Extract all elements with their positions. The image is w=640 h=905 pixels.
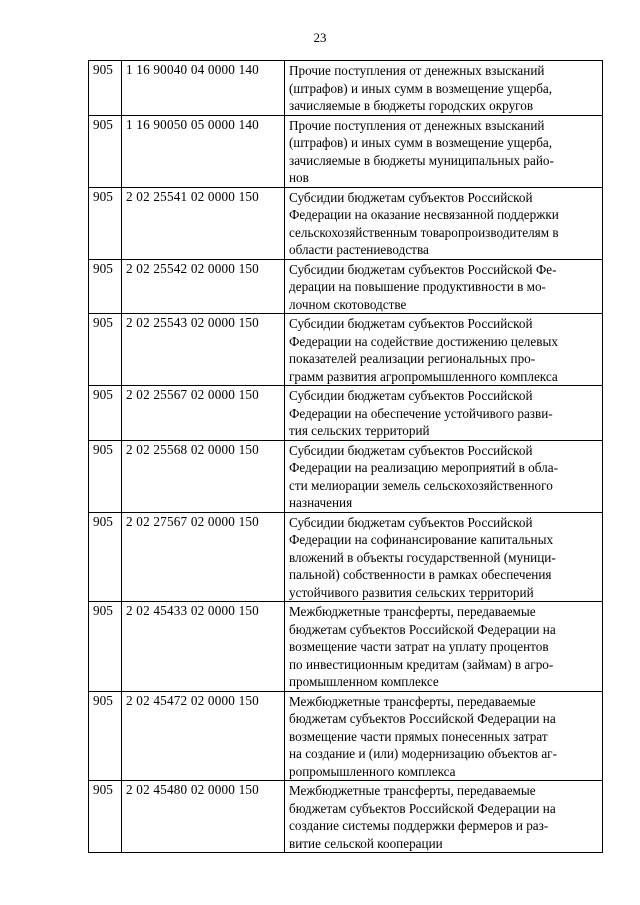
description-line: Субсидии бюджетам субъектов Российской (289, 442, 533, 458)
budget-code-cell: 2 02 25567 02 0000 150 (122, 386, 285, 441)
description-line: Субсидии бюджетам субъектов Российской (289, 316, 533, 331)
description-cell (285, 781, 603, 853)
budget-code-cell: 2 02 45480 02 0000 150 (122, 781, 285, 853)
description-line: возмещение части затрат на уплату процентов (289, 639, 549, 654)
admin-code-cell: 905 (89, 440, 122, 512)
admin-code-cell: 905 (89, 512, 122, 602)
admin-code-cell: 905 (89, 61, 122, 116)
table-body (89, 61, 603, 853)
description-line: Федерации на реализацию мероприятий в обла- (289, 460, 558, 475)
table-row (89, 512, 603, 602)
description-line: Межбюджетные трансферты, передаваемые (289, 783, 536, 798)
description-line: витие сельской кооперации (289, 835, 443, 851)
budget-code-cell: 2 02 25542 02 0000 150 (122, 259, 285, 314)
admin-code-cell: 905 (89, 115, 122, 187)
table-row (89, 187, 603, 259)
description-cell (285, 314, 603, 386)
description-line: грамм развития агропромышленного комплекса (289, 368, 558, 384)
budget-code-cell: 2 02 25541 02 0000 150 (122, 187, 285, 259)
budget-code-cell: 2 02 25543 02 0000 150 (122, 314, 285, 386)
budget-code-cell: 2 02 45433 02 0000 150 (122, 602, 285, 692)
description-line: вложений в объекты государственной (муници- (289, 549, 556, 565)
description-line: показателей реализации региональных про- (289, 351, 536, 366)
description-line: Федерации на содействие достижению целевых (289, 333, 558, 349)
description-line: Субсидии бюджетам субъектов Российской (289, 514, 533, 530)
description-line: пальной) собственности в рамках обеспечения (289, 567, 552, 582)
description-line: бюджетам субъектов Российской Федерации на (289, 800, 556, 816)
page-number: 23 (313, 30, 327, 45)
admin-code-cell: 905 (89, 187, 122, 259)
description-line: бюджетам субъектов Российской Федерации на (289, 621, 556, 637)
budget-code-cell: 1 16 90040 04 0000 140 (122, 61, 285, 116)
description-line: промышленном комплексе (289, 674, 439, 689)
description-cell (285, 259, 603, 314)
budget-classification-table (88, 60, 603, 853)
description-line: Прочие поступления от денежных взысканий (289, 63, 545, 78)
description-line: зачисляемые в бюджеты муниципальных райо- (289, 152, 554, 168)
table-row (89, 61, 603, 116)
description-line: области растениеводства (289, 242, 429, 257)
description-line: зачисляемые в бюджеты городских округов (289, 98, 534, 113)
admin-code-cell: 905 (89, 602, 122, 692)
table-row (89, 602, 603, 692)
budget-code-cell: 2 02 27567 02 0000 150 (122, 512, 285, 602)
description-line: устойчивого развития сельских территорий (289, 584, 534, 600)
description-line: сельскохозяйственным товаропроизводителям в (289, 224, 559, 240)
description-line: возмещение части прямых понесенных затрат (289, 728, 548, 744)
description-cell (285, 602, 603, 692)
budget-code-cell: 1 16 90050 05 0000 140 (122, 115, 285, 187)
description-line: Субсидии бюджетам субъектов Российской (289, 189, 533, 205)
description-line: Межбюджетные трансферты, передаваемые (289, 604, 536, 619)
description-cell (285, 440, 603, 512)
description-cell (285, 386, 603, 441)
description-line: Федерации на оказание несвязанной поддержки (289, 207, 559, 222)
description-line: (штрафов) и иных сумм в возмещение ущерба, (289, 80, 553, 96)
description-line: Федерации на софинансирование капитальных (289, 532, 554, 547)
table-row (89, 386, 603, 441)
description-line: Прочие поступления от денежных взысканий (289, 117, 545, 133)
description-line: Субсидии бюджетам субъектов Российской (289, 388, 533, 403)
description-line: Субсидии бюджетам субъектов Российской Фе- (289, 261, 557, 277)
description-line: нов (289, 170, 309, 185)
admin-code-cell: 905 (89, 691, 122, 781)
description-line: тия сельских территорий (289, 423, 430, 438)
description-line: на создание и (или) модернизацию объектов аг- (289, 746, 557, 761)
description-line: (штрафов) и иных сумм в возмещение ущерба, (289, 135, 553, 150)
table-row (89, 259, 603, 314)
description-cell (285, 187, 603, 259)
budget-code-cell: 2 02 45472 02 0000 150 (122, 691, 285, 781)
admin-code-cell: 905 (89, 386, 122, 441)
description-cell (285, 691, 603, 781)
table-row (89, 440, 603, 512)
budget-code-cell: 2 02 25568 02 0000 150 (122, 440, 285, 512)
admin-code-cell: 905 (89, 259, 122, 314)
description-line: бюджетам субъектов Российской Федерации на (289, 711, 556, 726)
description-line: сти мелиорации земель сельскохозяйственного (289, 477, 553, 493)
description-line: по инвестиционным кредитам (займам) в агро- (289, 656, 554, 672)
description-line: создание системы поддержки фермеров и раз- (289, 818, 549, 833)
description-line: Межбюджетные трансферты, передаваемые (289, 693, 536, 709)
admin-code-cell: 905 (89, 781, 122, 853)
description-line: лочном скотоводстве (289, 296, 407, 312)
description-line: Федерации на обеспечение устойчивого разви- (289, 405, 553, 421)
table-row (89, 781, 603, 853)
description-line: дерации на повышение продуктивности в мо- (289, 279, 546, 294)
description-line: назначения (289, 495, 353, 510)
description-cell (285, 512, 603, 602)
description-line: ропромышленного комплекса (289, 763, 456, 779)
admin-code-cell: 905 (89, 314, 122, 386)
table-row (89, 115, 603, 187)
description-cell (285, 115, 603, 187)
description-cell (285, 61, 603, 116)
table-row (89, 691, 603, 781)
table-row (89, 314, 603, 386)
